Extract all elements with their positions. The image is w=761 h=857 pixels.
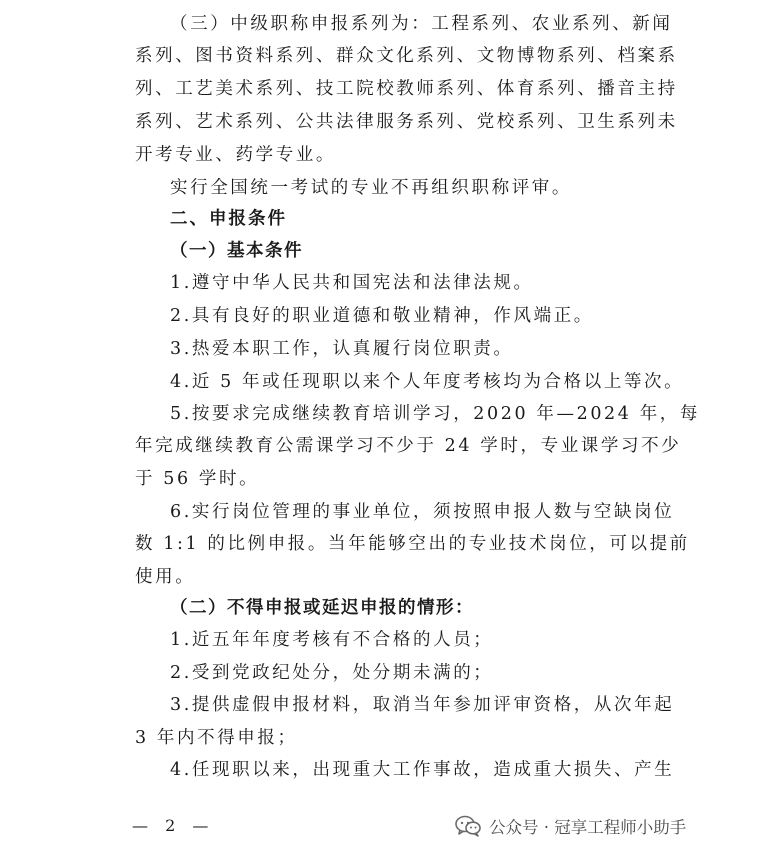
subsection-heading: （二）不得申报或延迟申报的情形： — [170, 598, 474, 618]
watermark-text: 公众号 · 冠享工程师小助手 — [489, 818, 687, 837]
section-heading: 二、申报条件 — [170, 209, 287, 229]
text-line: 1.遵守中华人民共和国宪法和法律法规。 — [170, 273, 534, 293]
text-line: 6.实行岗位管理的事业单位，须按照申报人数与空缺岗位 — [170, 502, 675, 522]
text-line: 3.热爱本职工作，认真履行岗位职责。 — [170, 339, 514, 359]
text-line: 4.近 5 年或任现职以来个人年度考核均为合格以上等次。 — [170, 372, 685, 392]
text-line: 3 年内不得申报； — [135, 728, 298, 748]
text-line: 2.具有良好的职业道德和敬业精神，作风端正。 — [170, 306, 594, 326]
text-line: 年完成继续教育公需课学习不少于 24 学时，专业课学习不少 — [135, 436, 682, 456]
subsection-heading: （一）基本条件 — [170, 241, 303, 261]
text-line: 5.按要求完成继续教育培训学习，2020 年—2024 年，每 — [170, 404, 700, 424]
text-line: 系列、艺术系列、公共法律服务系列、党校系列、卫生系列未 — [135, 112, 678, 132]
text-line: 数 1:1 的比例申报。当年能够空出的专业技术岗位，可以提前 — [135, 534, 690, 554]
text-line: （三）中级职称申报系列为：工程系列、农业系列、新闻 — [170, 14, 673, 34]
wechat-icon — [455, 815, 481, 837]
watermark — [455, 814, 686, 838]
text-line: 实行全国统一考试的专业不再组织职称评审。 — [170, 178, 572, 198]
text-line: 3.提供虚假申报材料，取消当年参加评审资格，从次年起 — [170, 695, 675, 715]
text-line: 4.任现职以来，出现重大工作事故，造成重大损失、产生 — [170, 760, 675, 780]
text-line: 列、工艺美术系列、技工院校教师系列、体育系列、播音主持 — [135, 79, 678, 99]
text-line: 2.受到党政纪处分，处分期未满的； — [170, 663, 494, 683]
text-line: 使用。 — [135, 567, 196, 587]
text-line: 系列、图书资料系列、群众文化系列、文物博物系列、档案系 — [135, 46, 678, 66]
text-line: 1.近五年年度考核有不合格的人员； — [170, 630, 494, 650]
text-line: 于 56 学时。 — [135, 469, 260, 489]
text-line: 开考专业、药学专业。 — [135, 145, 336, 165]
page-number: — 2 — — [132, 816, 215, 835]
